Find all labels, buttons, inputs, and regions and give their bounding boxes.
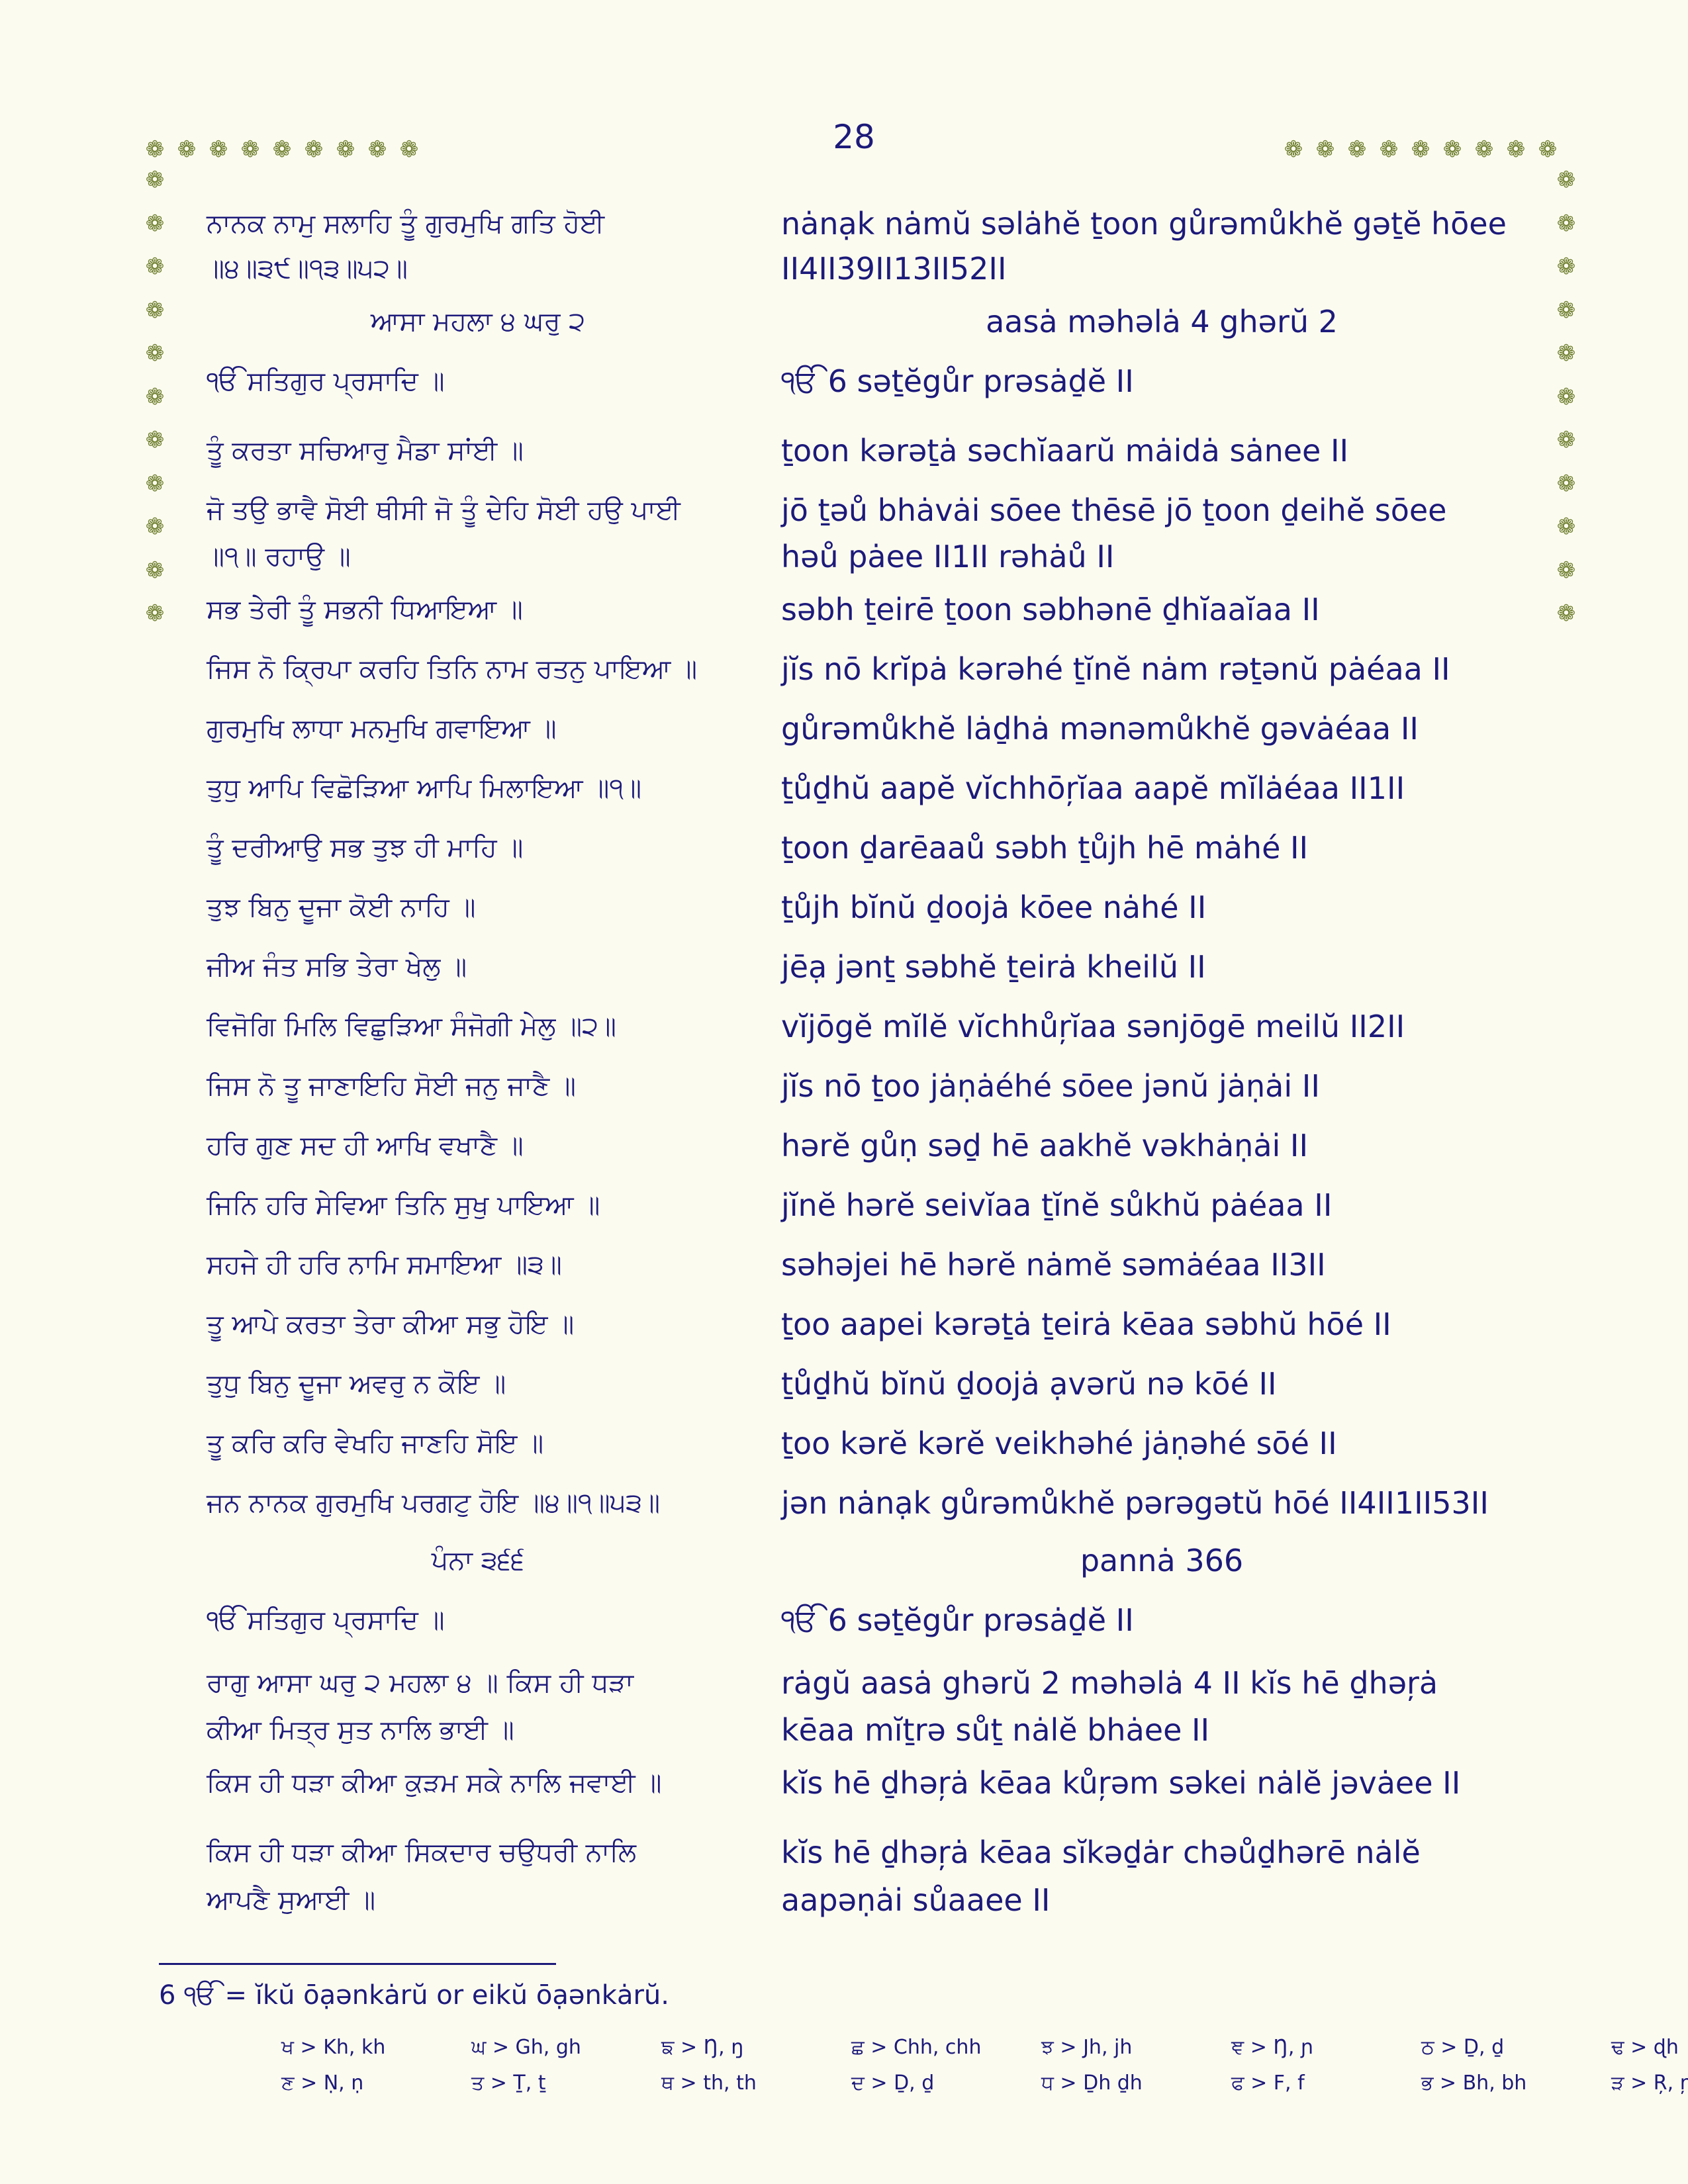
gurmukhi-text: ਜੋ ਤਉ ਭਾਵੈ ਸੋਈ ਥੀਸੀ ਜੋ ਤੂੰ ਦੇਹਿ ਸੋਈ ਹਉ ਪਾਈ <box>207 495 680 525</box>
flower-ornament-icon: ❁ <box>145 600 165 627</box>
flower-ornament-icon: ❁ <box>367 136 387 163</box>
transliteration-text: kĭs hē ḏhəŗȧ kēaa kůŗəm səkei nȧlĕ jəvȧee II <box>781 1765 1461 1801</box>
flower-ornament-icon: ❁ <box>1556 383 1576 410</box>
transliteration-text: ṯoon ḏarēaaů səbh ṯůjh hē mȧhé II <box>781 830 1309 866</box>
transliteration-text: vĭjōgĕ mĭlĕ vĭchhůŗĭaa sənjōgē meilŭ II2II <box>781 1009 1405 1044</box>
flower-ornament-icon: ❁ <box>1347 136 1367 163</box>
transliteration-text: ṯůḏhŭ aapĕ vĭchhōŗĭaa aapĕ mĭlȧéaa II1II <box>781 770 1405 806</box>
flower-ornament-icon: ❁ <box>1556 340 1576 367</box>
gurmukhi-text: ਜਿਸ ਨੋ ਤੂ ਜਾਣਾਇਹਿ ਸੋਈ ਜਨੁ ਜਾਣੈ ॥ <box>207 1071 576 1101</box>
flower-ornament-icon: ❁ <box>272 136 292 163</box>
transliteration-text: II4II39II13II52II <box>781 251 1007 287</box>
flower-ornament-icon: ❁ <box>145 210 165 237</box>
flower-ornament-icon: ❁ <box>145 167 165 193</box>
key-item: ਠ > Ḏ, ḏ <box>1421 2036 1505 2059</box>
transliteration-text: jēạ jənṯ səbhĕ ṯeirȧ kheilŭ II <box>781 949 1206 985</box>
gurmukhi-text: ਤੂੰ ਕਰਤਾ ਸਚਿਆਰੁ ਮੈਡਾ ਸਾਂਈ ॥ <box>207 435 524 466</box>
transliteration-text: jĭs nō ṯoo jȧṇȧéhé sōee jənŭ jȧṇȧi II <box>781 1068 1320 1104</box>
flower-ornament-icon: ❁ <box>1379 136 1399 163</box>
flower-ornament-icon: ❁ <box>145 383 165 410</box>
key-item: ੜ > Ŗ, ŗ <box>1611 2071 1688 2095</box>
footnote-separator <box>159 1963 556 1965</box>
flower-ornament-icon: ❁ <box>336 136 355 163</box>
key-item: ਝ > Jh, jh <box>1041 2036 1133 2059</box>
transliteration-text: gůrəmůkhĕ lȧḏhȧ mənəmůkhĕ gəvȧéaa II <box>781 711 1419 747</box>
transliteration-text: jō ṯəů bhȧvȧi sōee thēsē jō ṯoon ḏeihĕ sōee <box>781 492 1447 528</box>
flower-ornament-icon: ❁ <box>1556 470 1576 497</box>
ornament-border-top-right <box>1278 138 1564 161</box>
flower-ornament-icon: ❁ <box>1474 136 1494 163</box>
page-number: 28 <box>833 118 875 156</box>
key-item: ਘ > Gh, gh <box>471 2036 581 2059</box>
gurmukhi-text: ਤੁਝ ਬਿਨੁ ਦੂਜਾ ਕੋਈ ਨਾਹਿ ॥ <box>207 892 476 923</box>
gurmukhi-text: ॥੪॥੩੯॥੧੩॥੫੨॥ <box>207 253 408 284</box>
key-item: ਖ > Kh, kh <box>281 2036 386 2059</box>
key-item: ਙ > Ŋ, ŋ <box>661 2036 744 2059</box>
flower-ornament-icon: ❁ <box>1556 210 1576 237</box>
transliteration-text: jĭnĕ hərĕ seivĭaa ṯĭnĕ sůkhŭ pȧéaa II <box>781 1187 1333 1223</box>
gurmukhi-text: ਕਿਸ ਹੀ ਧੜਾ ਕੀਆ ਕੁੜਮ ਸਕੇ ਨਾਲਿ ਜਵਾਈ ॥ <box>207 1768 662 1798</box>
gurmukhi-text: ਸਹਜੇ ਹੀ ਹਰਿ ਨਾਮਿ ਸਮਾਇਆ ॥੩॥ <box>207 1250 562 1280</box>
gurmukhi-text: ਵਿਜੋਗਿ ਮਿਲਿ ਵਿਛੁੜਿਆ ਸੰਜੋਗੀ ਮੇਲੁ ॥੨॥ <box>207 1011 616 1042</box>
flower-ornament-icon: ❁ <box>1538 136 1558 163</box>
flower-ornament-icon: ❁ <box>1442 136 1462 163</box>
flower-ornament-icon: ❁ <box>177 136 197 163</box>
flower-ornament-icon: ❁ <box>1556 600 1576 627</box>
flower-ornament-icon: ❁ <box>145 136 165 163</box>
transliteration-text: ੴ 6 səṯĕgůr prəsȧḏĕ II <box>781 1602 1134 1638</box>
flower-ornament-icon: ❁ <box>145 340 165 367</box>
flower-ornament-icon: ❁ <box>145 296 165 324</box>
gurmukhi-heading: ਪੰਨਾ ੩੬੬ <box>431 1545 525 1576</box>
transliteration-text: səhəjei hē hərĕ nȧmĕ səmȧéaa II3II <box>781 1247 1326 1283</box>
key-item: ਫ > F, f <box>1231 2071 1305 2095</box>
gurmukhi-text: ਕੀਆ ਮਿਤ੍ਰ ਸੁਤ ਨਾਲਿ ਭਾਈ ॥ <box>207 1715 514 1745</box>
key-item: ਭ > Bh, bh <box>1421 2071 1527 2095</box>
transliteration-text: kĭs hē ḏhəŗȧ kēaa sĭkəḏȧr chəůḏhərē nȧlĕ <box>781 1835 1421 1870</box>
transliteration-text: ṯůjh bĭnŭ ḏoojȧ kōee nȧhé II <box>781 889 1207 925</box>
footnote: 6 ੴ = ĭkŭ ōạənkȧrŭ or eikŭ ōạənkȧrŭ. <box>159 1980 669 2011</box>
flower-ornament-icon: ❁ <box>1556 253 1576 280</box>
gurmukhi-text: ਤੂ ਆਪੇ ਕਰਤਾ ਤੇਰਾ ਕੀਆ ਸਭੁ ਹੋਇ ॥ <box>207 1309 575 1340</box>
flower-ornament-icon: ❁ <box>1556 296 1576 324</box>
ornament-border-left <box>143 159 167 636</box>
ornament-border-right <box>1554 159 1578 636</box>
flower-ornament-icon: ❁ <box>145 514 165 540</box>
flower-ornament-icon: ❁ <box>1506 136 1526 163</box>
gurmukhi-text: ਤੂੰ ਦਰੀਆਉ ਸਭ ਤੁਝ ਹੀ ਮਾਹਿ ॥ <box>207 833 524 863</box>
transliteration-key-row <box>281 2036 1688 2059</box>
ornament-border-top-left <box>139 138 425 161</box>
key-item: ਥ > th, th <box>661 2071 757 2095</box>
transliteration-text: ṯůḏhŭ bĭnŭ ḏoojȧ ạvərŭ nə kōé II <box>781 1366 1277 1402</box>
key-item: ਢ > ɖh <box>1611 2036 1679 2059</box>
flower-ornament-icon: ❁ <box>1556 514 1576 540</box>
flower-ornament-icon: ❁ <box>1556 427 1576 453</box>
transliteration-heading: aasȧ məhəlȧ 4 ghərŭ 2 <box>986 304 1338 340</box>
gurmukhi-text: ਆਪਣੈ ਸੁਆਈ ॥ <box>207 1885 376 1915</box>
gurmukhi-text: ਸਭ ਤੇਰੀ ਤੂੰ ਸਭਨੀ ਧਿਆਇਆ ॥ <box>207 594 523 625</box>
gurmukhi-text: ਤੁਧੁ ਆਪਿ ਵਿਛੋੜਿਆ ਆਪਿ ਮਿਲਾਇਆ ॥੧॥ <box>207 773 642 803</box>
flower-ornament-icon: ❁ <box>1315 136 1335 163</box>
gurmukhi-text: ਜਿਸ ਨੋ ਕ੍ਰਿਪਾ ਕਰਹਿ ਤਿਨਿ ਨਾਮ ਰਤਨੁ ਪਾਇਆ ॥ <box>207 654 698 684</box>
key-item: ਣ > Ṇ, ṇ <box>281 2071 364 2095</box>
gurmukhi-text: ਜਿਨਿ ਹਰਿ ਸੇਵਿਆ ਤਿਨਿ ਸੁਖੁ ਪਾਇਆ ॥ <box>207 1190 600 1220</box>
gurmukhi-text: ਜਨ ਨਾਨਕ ਗੁਰਮੁਖਿ ਪਰਗਟੁ ਹੋਇ ॥੪॥੧॥੫੩॥ <box>207 1488 661 1518</box>
gurmukhi-text: ਕਿਸ ਹੀ ਧੜਾ ਕੀਆ ਸਿਕਦਾਰ ਚਉਧਰੀ ਨਾਲਿ <box>207 1837 637 1868</box>
transliteration-text: ੴ 6 səṯĕgůr prəsȧḏĕ II <box>781 363 1134 399</box>
transliteration-text: aapəṇȧi sůaaee II <box>781 1882 1051 1918</box>
gurmukhi-text: ॥੧॥ ਰਹਾਉ ॥ <box>207 541 351 572</box>
transliteration-text: ṯoo aapei kərəṯȧ ṯeirȧ kēaa səbhŭ hōé II <box>781 1306 1391 1342</box>
transliteration-heading: pannȧ 366 <box>1080 1543 1244 1578</box>
transliteration-key-row <box>281 2071 1688 2095</box>
gurmukhi-text: ੴ ਸਤਿਗੁਰ ਪ੍ਰਸਾਦਿ ॥ <box>207 366 445 396</box>
transliteration-text: nȧnạk nȧmŭ səlȧhĕ ṯoon gůrəmůkhĕ gəṯĕ hōee <box>781 206 1507 242</box>
key-item: ਛ > Chh, chh <box>851 2036 982 2059</box>
key-item: ਧ > Ḏh ḏh <box>1041 2071 1143 2095</box>
transliteration-text: jən nȧnạk gůrəmůkhĕ pərəgətŭ hōé II4II1II53II <box>781 1485 1489 1521</box>
gurmukhi-text: ਗੁਰਮੁਖਿ ਲਾਧਾ ਮਨਮੁਖਿ ਗਵਾਇਆ ॥ <box>207 713 557 744</box>
key-item: ਞ > Ŋ, ɲ <box>1231 2036 1314 2059</box>
transliteration-text: həů pȧee II1II rəhȧů II <box>781 539 1115 574</box>
flower-ornament-icon: ❁ <box>145 557 165 584</box>
transliteration-text: rȧgŭ aasȧ ghərŭ 2 məhəlȧ 4 II kĭs hē ḏhəŗȧ <box>781 1665 1438 1701</box>
flower-ornament-icon: ❁ <box>1411 136 1430 163</box>
transliteration-text: jĭs nō krĭpȧ kərəhé ṯĭnĕ nȧm rəṯənŭ pȧéaa II <box>781 651 1450 687</box>
gurmukhi-text: ਰਾਗੁ ਆਸਾ ਘਰੁ ੨ ਮਹਲਾ ੪ ॥ ਕਿਸ ਹੀ ਧੜਾ <box>207 1668 634 1698</box>
gurmukhi-text: ੴ ਸਤਿਗੁਰ ਪ੍ਰਸਾਦਿ ॥ <box>207 1605 445 1635</box>
gurmukhi-text: ਜੀਅ ਜੰਤ ਸਭਿ ਤੇਰਾ ਖੇਲੁ ॥ <box>207 952 467 982</box>
flower-ornament-icon: ❁ <box>399 136 419 163</box>
gurmukhi-text: ਹਰਿ ਗੁਣ ਸਦ ਹੀ ਆਖਿ ਵਖਾਣੈ ॥ <box>207 1130 524 1161</box>
flower-ornament-icon: ❁ <box>304 136 324 163</box>
transliteration-text: ṯoon kərəṯȧ səchĭaarŭ mȧidȧ sȧnee II <box>781 433 1349 469</box>
gurmukhi-heading: ਆਸਾ ਮਹਲਾ ੪ ਘਰੁ ੨ <box>370 306 586 337</box>
transliteration-text: hərĕ gůṇ səḏ hē aakhĕ vəkhȧṇȧi II <box>781 1128 1309 1163</box>
gurmukhi-text: ਨਾਨਕ ਨਾਮੁ ਸਲਾਹਿ ਤੂੰ ਗੁਰਮੁਖਿ ਗਤਿ ਹੋਈ <box>207 208 605 239</box>
transliteration-text: ṯoo kərĕ kərĕ veikhəhé jȧṇəhé sōé II <box>781 1426 1337 1461</box>
flower-ornament-icon: ❁ <box>145 253 165 280</box>
flower-ornament-icon: ❁ <box>145 427 165 453</box>
flower-ornament-icon: ❁ <box>145 470 165 497</box>
flower-ornament-icon: ❁ <box>1556 557 1576 584</box>
transliteration-text: səbh ṯeirē ṯoon səbhənē ḏhĭaaĭaa II <box>781 592 1320 627</box>
flower-ornament-icon: ❁ <box>1556 167 1576 193</box>
flower-ornament-icon: ❁ <box>209 136 228 163</box>
key-item: ਤ > Ṯ, ṯ <box>471 2071 546 2095</box>
flower-ornament-icon: ❁ <box>1284 136 1303 163</box>
flower-ornament-icon: ❁ <box>240 136 260 163</box>
transliteration-text: kēaa mĭṯrə sůṯ nȧlĕ bhȧee II <box>781 1712 1210 1748</box>
key-item: ਦ > Ḏ, ḏ <box>851 2071 935 2095</box>
gurmukhi-text: ਤੁਧੁ ਬਿਨੁ ਦੂਜਾ ਅਵਰੁ ਨ ਕੋਇ ॥ <box>207 1369 506 1399</box>
gurmukhi-text: ਤੂ ਕਰਿ ਕਰਿ ਵੇਖਹਿ ਜਾਣਹਿ ਸੋਇ ॥ <box>207 1428 544 1459</box>
